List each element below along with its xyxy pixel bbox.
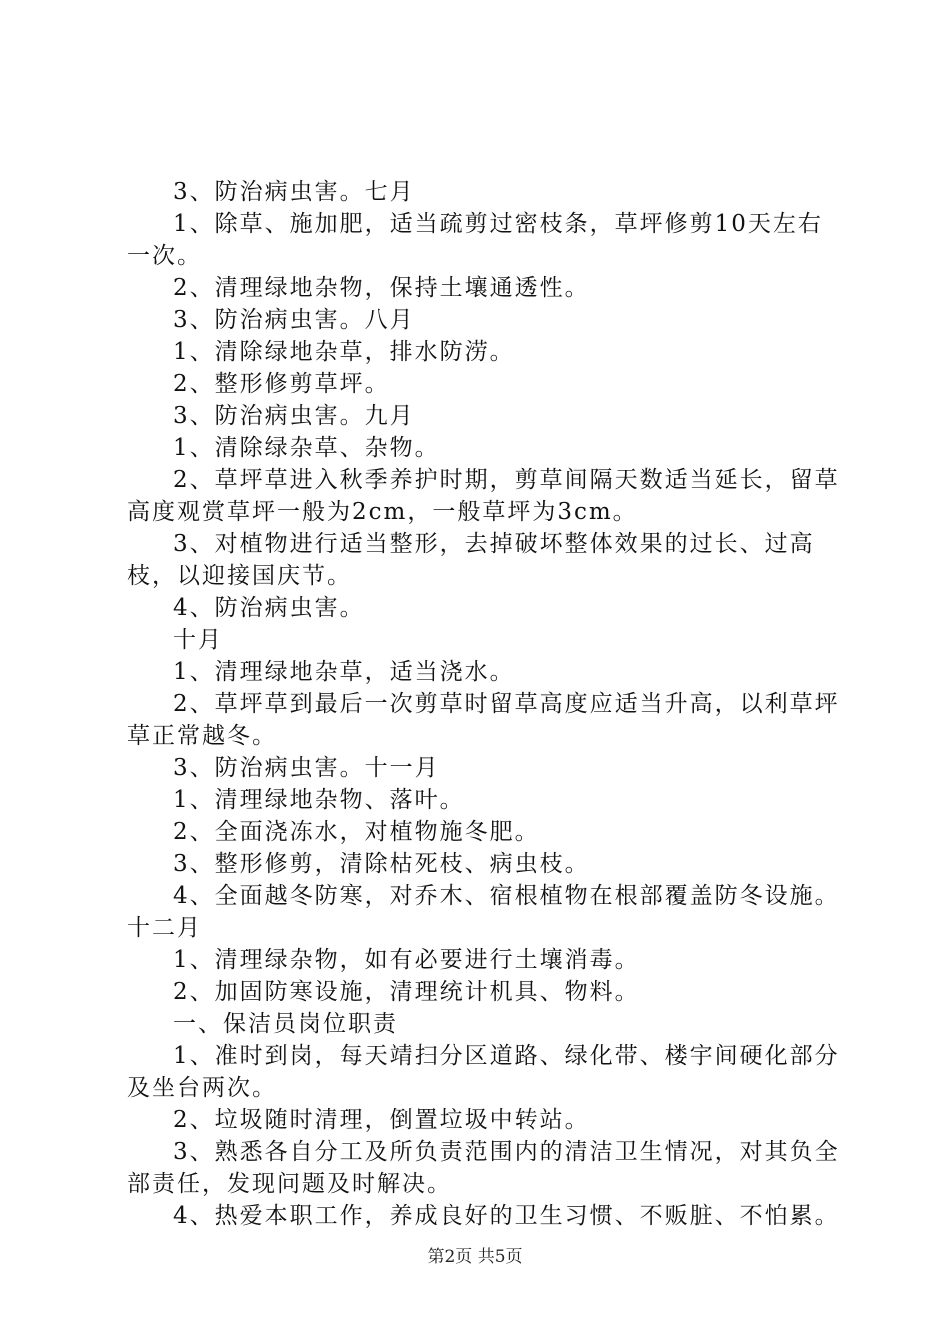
paragraph: 1、清理绿地杂物、落叶。 (173, 787, 465, 813)
paragraph: 3、防治病虫害。十一月 (173, 755, 440, 781)
month-heading: 十月 (173, 627, 223, 653)
paragraph: 1、清除绿地杂草，排水防涝。 (173, 339, 515, 365)
paragraph: 2、全面浇冻水，对植物施冬肥。 (173, 819, 540, 845)
paragraph: 2、清理绿地杂物，保持土壤通透性。 (173, 275, 590, 301)
paragraph: 3、防治病虫害。八月 (173, 307, 415, 333)
paragraph: 4、热爱本职工作，养成良好的卫生习惯、不贩脏、不怕累。 (173, 1203, 840, 1229)
paragraph: 2、整形修剪草坪。 (173, 371, 390, 397)
paragraph: 1、清理绿地杂草，适当浇水。 (173, 659, 515, 685)
paragraph: 1、准时到岗，每天靖扫分区道路、绿化带、楼宇间硬化部分及坐台两次。 (127, 1043, 840, 1101)
paragraph: 2、垃圾随时清理，倒置垃圾中转站。 (173, 1107, 590, 1133)
page-footer: 第2页 共5页 (427, 1247, 523, 1267)
paragraph: 3、熟悉各自分工及所负责范围内的清洁卫生情况，对其负全部责任，发现问题及时解决。 (127, 1139, 840, 1197)
paragraph: 2、草坪草到最后一次剪草时留草高度应适当升高，以利草坪草正常越冬。 (127, 691, 840, 749)
paragraph: 3、防治病虫害。七月 (173, 179, 415, 205)
paragraph: 3、对植物进行适当整形，去掉破坏整体效果的过长、过高枝，以迎接国庆节。 (127, 531, 815, 589)
section-heading: 一、保洁员岗位职责 (173, 1011, 398, 1037)
paragraph: 4、防治病虫害。 (173, 595, 365, 621)
paragraph: 2、加固防寒设施，清理统计机具、物料。 (173, 979, 640, 1005)
paragraph: 1、清除绿杂草、杂物。 (173, 435, 440, 461)
paragraph: 4、全面越冬防寒，对乔木、宿根植物在根部覆盖防冬设施。十二月 (127, 883, 840, 941)
document-body (127, 176, 847, 1232)
paragraph: 1、清理绿杂物，如有必要进行土壤消毒。 (173, 947, 640, 973)
paragraph: 3、整形修剪，清除枯死枝、病虫枝。 (173, 851, 590, 877)
paragraph: 3、防治病虫害。九月 (173, 403, 415, 429)
paragraph: 2、草坪草进入秋季养护时期，剪草间隔天数适当延长，留草高度观赏草坪一般为2cm，一般草坪为3cm。 (127, 467, 840, 525)
paragraph: 1、除草、施加肥，适当疏剪过密枝条，草坪修剪10天左右一次。 (127, 211, 823, 269)
